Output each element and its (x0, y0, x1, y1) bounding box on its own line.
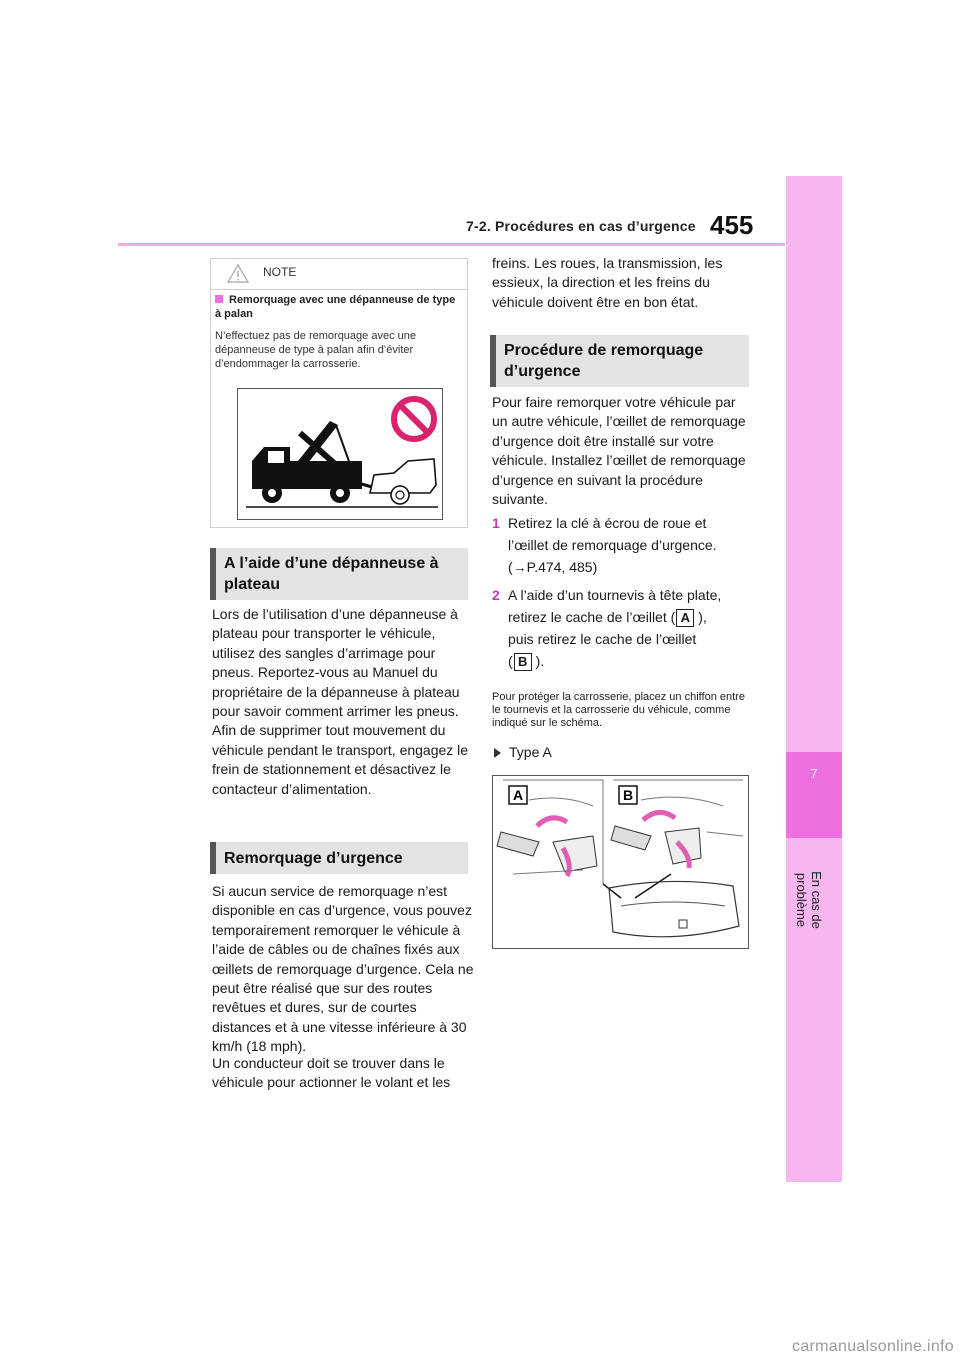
notice-label: NOTE (263, 265, 297, 279)
step-2 (492, 584, 752, 672)
figure-label-a: A (512, 787, 524, 803)
type-label (494, 744, 552, 760)
notice-text: N’effectuez pas de remorquage avec une dépanneuse de type à palan afin d’éviter d’endommager la carrosserie. (215, 330, 416, 370)
wheel-lift-tow-truck-illustration (237, 388, 443, 520)
paragraph-flatbed: Lors de l’utilisation d’une dépanneuse à plateau pour transporter le véhicule, utilisez des sangles d’arrimage pour pneus. Reportez-vous au Manuel du propriétaire de la dépanneuse à plateau pour savoir comment arrimer les pneus. Afin de supprimer tout mouvement du véhicule pendant le transport, engagez le frein de stationnement et désactivez le contacteur d’alimentation. (212, 606, 469, 797)
warning-triangle-icon (227, 263, 249, 283)
chapter-number: 7 (810, 766, 818, 781)
step-2-text-b-post: ), (698, 609, 707, 625)
step-2-text-d-post: ). (535, 653, 545, 669)
notice-box (210, 258, 468, 528)
paragraph-procedure: Pour faire remorquer votre véhicule par un autre véhicule, l’œillet de remorquage d’urgence doit être installé sur votre véhicule. Installez l’œillet de remorquage d’urgence en suivant la procédure suivante. (492, 394, 746, 508)
square-bullet-icon (215, 295, 223, 303)
step-1-reference: (→P.474, 485) (508, 559, 598, 575)
badge-a: A (676, 609, 694, 627)
paragraph-continued: freins. Les roues, la transmission, les essieux, la direction et les freins du véhicule doivent être en bon état. (492, 255, 723, 310)
badge-b: B (514, 653, 532, 671)
step-2-text-a: A l’aide d’un tournevis à tête plate, (508, 587, 722, 603)
tow-eyelet-cover-removal-diagram (492, 775, 749, 949)
section-title: 7-2. Procédures en cas d’urgence (466, 218, 696, 234)
step-1-number: 1 (492, 515, 500, 531)
paragraph-driver: Un conducteur doit se trouver dans le véhicule pour actionner le volant et les (212, 1055, 451, 1091)
step-2-text-c: puis retirez le cache de l’œillet (508, 631, 697, 647)
watermark: carmanualsonline.info (792, 1338, 954, 1355)
notice-subtitle-text: Remorquage avec une dépanneuse de type à palan (215, 294, 456, 320)
figure-label-b: B (622, 787, 634, 803)
small-note: Pour protéger la carrosserie, placez un chiffon entre le tournevis et la carrosserie du véhicule, comme indiqué sur le schéma. (492, 691, 745, 729)
step-2-number: 2 (492, 587, 500, 603)
notice-header (211, 259, 467, 290)
step-1 (492, 512, 752, 578)
step-2-text-b-pre: retirez le cache de l’œillet ( (508, 609, 676, 625)
heading-procedure: Procédure de remorquage d’urgence (490, 335, 749, 387)
page-number: 455 (710, 210, 754, 240)
chapter-number-tab (786, 752, 842, 838)
chapter-side-tab (786, 176, 842, 1182)
heading-flatbed: A l’aide d’une dépanneuse à plateau (210, 548, 468, 600)
step-2-text-d-pre: ( (508, 653, 513, 669)
type-label-text: Type A (509, 744, 552, 760)
chapter-label: En cas de problème (794, 871, 824, 929)
step-1-text-b: l’œillet de remorquage d’urgence. (508, 537, 717, 553)
notice-subtitle (215, 293, 463, 321)
step-1-text-a: Retirez la clé à écrou de roue et (508, 515, 707, 531)
no-entry-circle-icon (394, 399, 434, 439)
paragraph-emergency-towing: Si aucun service de remorquage n’est disponible en cas d’urgence, vous pouvez temporairement remorquer le véhicule à l’aide de câbles ou de chaînes fixés aux œillets de remorquage d’urgence. Cela ne peut être réalisé que sur des routes revêtues et dures, sur de courtes distances et à une vitesse inférieure à 30 km/h (18 mph). (212, 883, 474, 1055)
header-divider (118, 243, 785, 246)
triangle-bullet-icon (494, 748, 501, 758)
step-2-line-b (492, 606, 752, 628)
step-2-line-d (492, 650, 752, 672)
heading-emergency-towing: Remorquage d’urgence (210, 842, 468, 874)
